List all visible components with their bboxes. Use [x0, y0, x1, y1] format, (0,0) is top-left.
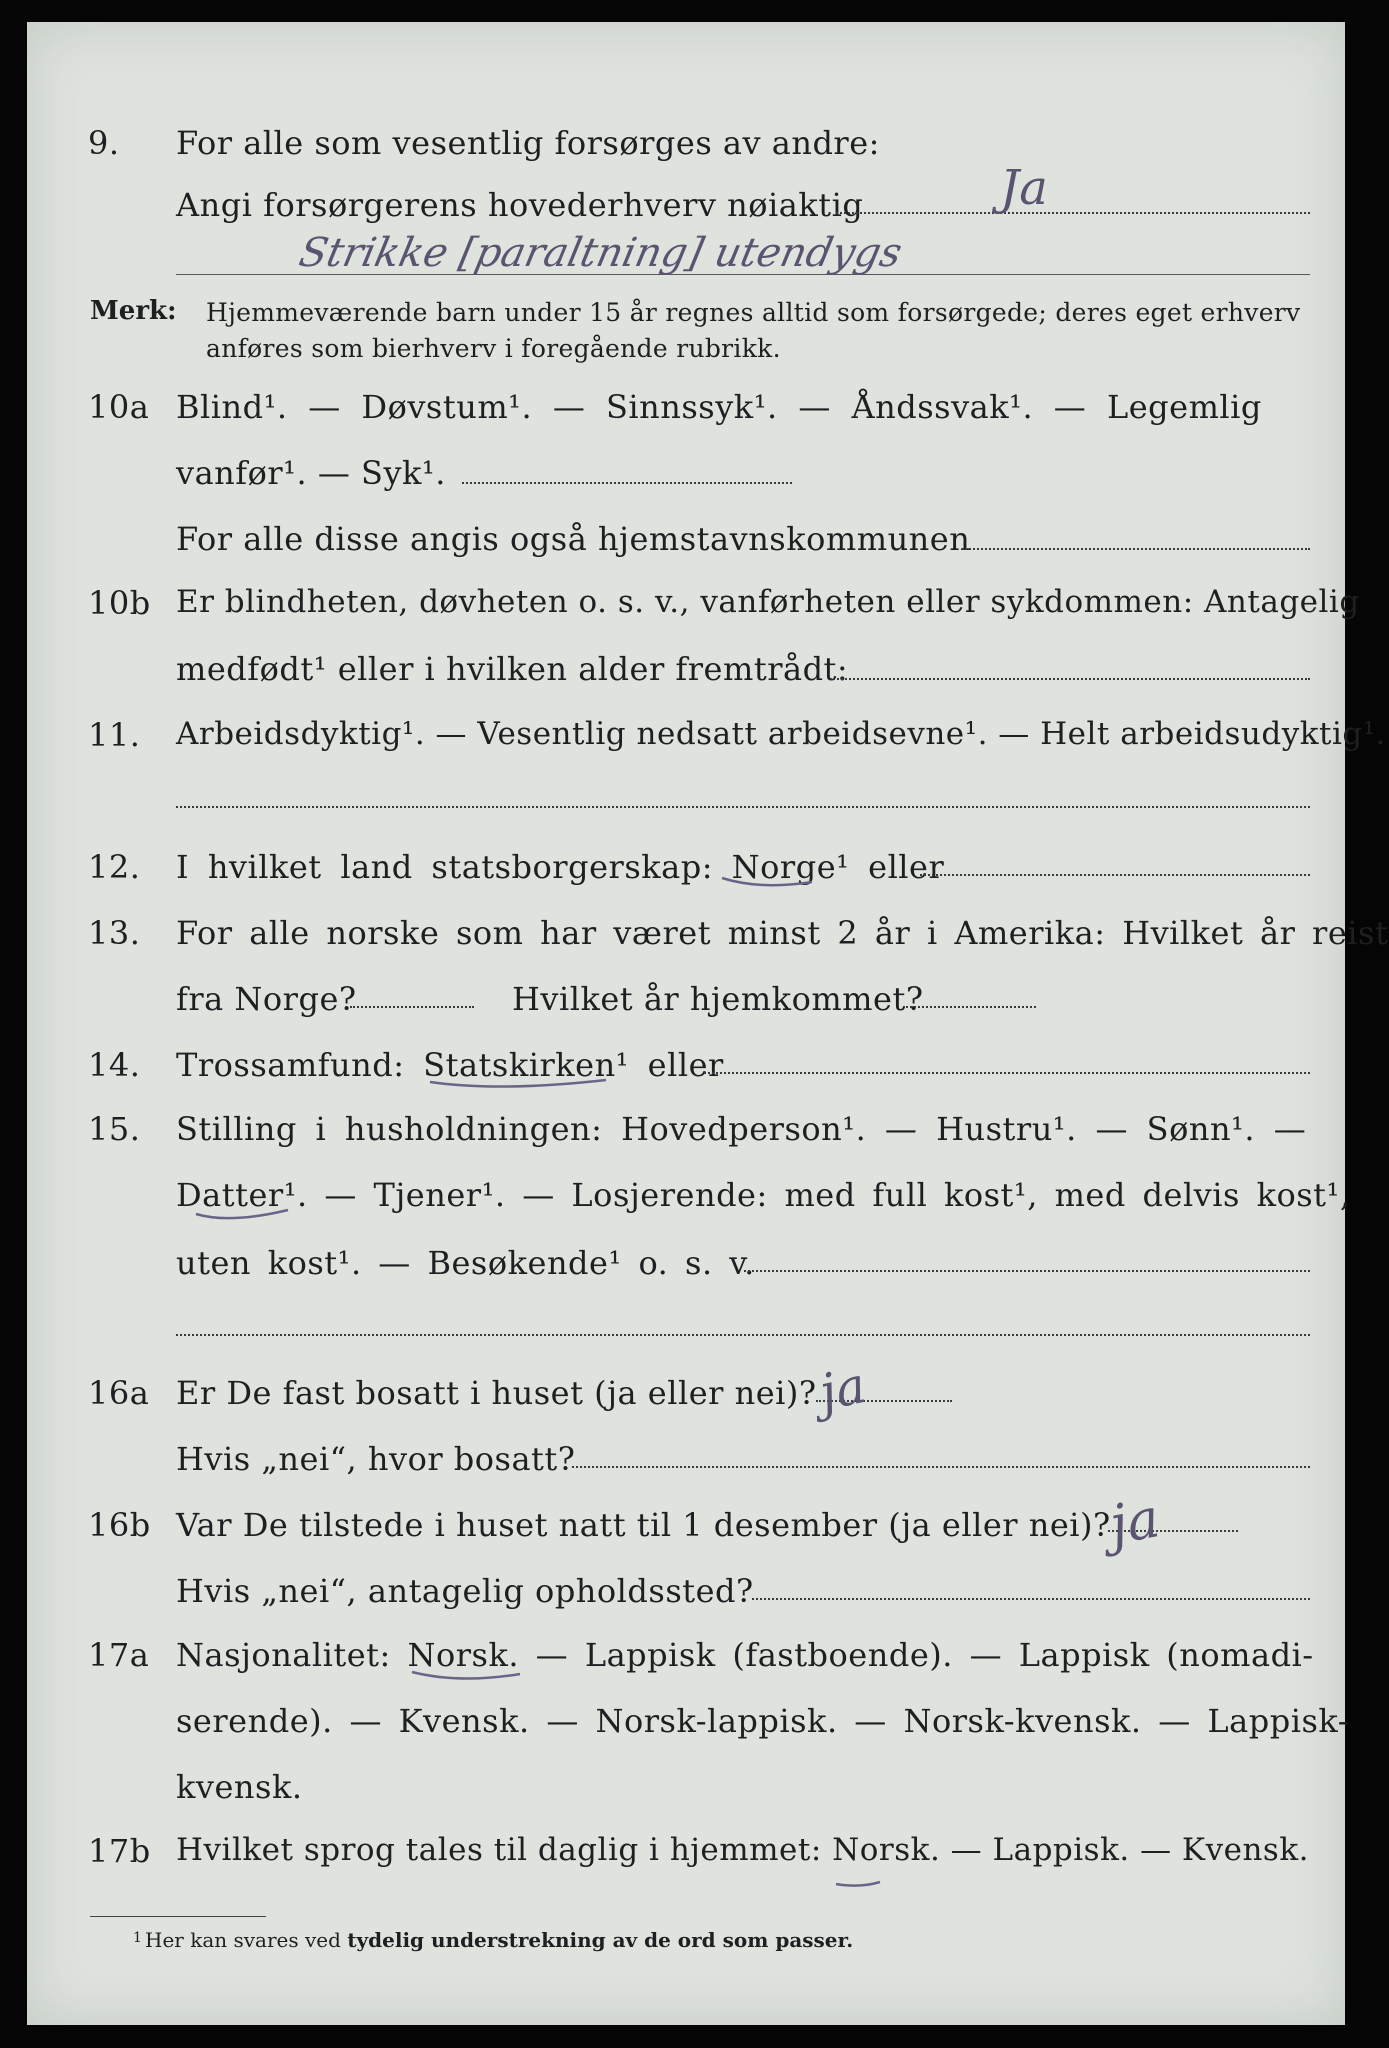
question-number: 9.: [88, 124, 120, 162]
question-text: Hvis „nei“, antagelig opholdssted?: [176, 1572, 754, 1610]
question-text: serende). — Kvensk. — Norsk-lappisk. — Norsk-kvensk. — Lappisk-: [176, 1702, 1350, 1740]
question-text: Hvilket år hjemkommet?: [512, 980, 924, 1018]
underline-datter: [196, 1210, 288, 1218]
footnote-mark: 1: [133, 1930, 142, 1946]
question-text: vanfør¹. — Syk¹.: [176, 454, 446, 492]
question-text: For alle norske som har været minst 2 år i Amerika: Hvilket år reist: [176, 914, 1389, 952]
underline-norge: [722, 878, 812, 885]
question-number: 12.: [88, 848, 141, 886]
handwritten-answer: Strikke [paraltning] utendygs: [295, 230, 906, 276]
question-number: 10b: [88, 584, 151, 622]
footnote-text-a: Her kan svares ved: [145, 1928, 341, 1952]
question-text: kvensk.: [176, 1768, 303, 1806]
note-text: Hjemmeværende barn under 15 år regnes alltid som forsørgede; deres eget erhverv: [206, 298, 1301, 327]
question-number: 13.: [88, 914, 141, 952]
question-text: Datter¹. — Tjener¹. — Losjerende: med full kost¹, med delvis kost¹,: [176, 1176, 1351, 1214]
question-text: For alle som vesentlig forsørges av andre:: [176, 124, 880, 162]
question-number: 14.: [88, 1046, 141, 1084]
question-text: Blind¹. — Døvstum¹. — Sinnssyk¹. — Åndssvak¹. — Legemlig: [176, 388, 1262, 426]
question-text: Nasjonalitet: Norsk. — Lappisk (fastboende). — Lappisk (nomadi-: [176, 1636, 1314, 1674]
question-text: Hvis „nei“, hvor bosatt?: [176, 1440, 576, 1478]
question-number: 17a: [88, 1636, 150, 1674]
handwritten-answer: ja: [1104, 1486, 1165, 1557]
underline-norsk-17b: [836, 1882, 880, 1886]
handwritten-answer: Ja: [1000, 160, 1048, 216]
question-text: For alle disse angis også hjemstavnskommunen: [176, 520, 971, 558]
question-number: 17b: [88, 1832, 151, 1870]
question-number: 16b: [88, 1506, 151, 1544]
handwritten-answer: ja: [814, 1355, 871, 1423]
question-text: Hvilket sprog tales til daglig i hjemmet: Norsk. — Lappisk. — Kvensk.: [176, 1832, 1309, 1868]
question-text: Arbeidsdyktig¹. — Vesentlig nedsatt arbeidsevne¹. — Helt arbeidsudyktig¹.: [176, 716, 1387, 752]
question-text: Er blindheten, døvheten o. s. v., vanførheten eller sykdommen: Antagelig: [176, 584, 1360, 620]
question-text: Er De fast bosatt i huset (ja eller nei)?: [176, 1374, 817, 1412]
question-number: 11.: [88, 716, 141, 754]
question-text: Angi forsørgerens hovederhverv nøiaktig: [176, 186, 864, 224]
footnote-text-b: tydelig understrekning av de ord som passer.: [347, 1928, 854, 1952]
underline-statskirken: [430, 1080, 606, 1087]
question-text: Trossamfund: Statskirken¹ eller: [176, 1046, 724, 1084]
question-text: medfødt¹ eller i hvilken alder fremtrådt:: [176, 650, 849, 688]
note-label: Merk:: [90, 296, 177, 326]
question-number: 16a: [88, 1374, 150, 1412]
question-number: 10a: [88, 388, 150, 426]
question-text: uten kost¹. — Besøkende¹ o. s. v.: [176, 1244, 755, 1282]
question-number: 15.: [88, 1110, 141, 1148]
underline-norsk-17a: [412, 1672, 520, 1679]
note-text: anføres som bierhverv i foregående rubrikk.: [206, 334, 781, 363]
question-text: I hvilket land statsborgerskap: Norge¹ eller: [176, 848, 945, 886]
question-text: fra Norge?: [176, 980, 357, 1018]
question-text: Stilling i husholdningen: Hovedperson¹. — Hustru¹. — Sønn¹. —: [176, 1110, 1307, 1148]
question-text: Var De tilstede i huset natt til 1 desember (ja eller nei)?: [176, 1506, 1111, 1544]
